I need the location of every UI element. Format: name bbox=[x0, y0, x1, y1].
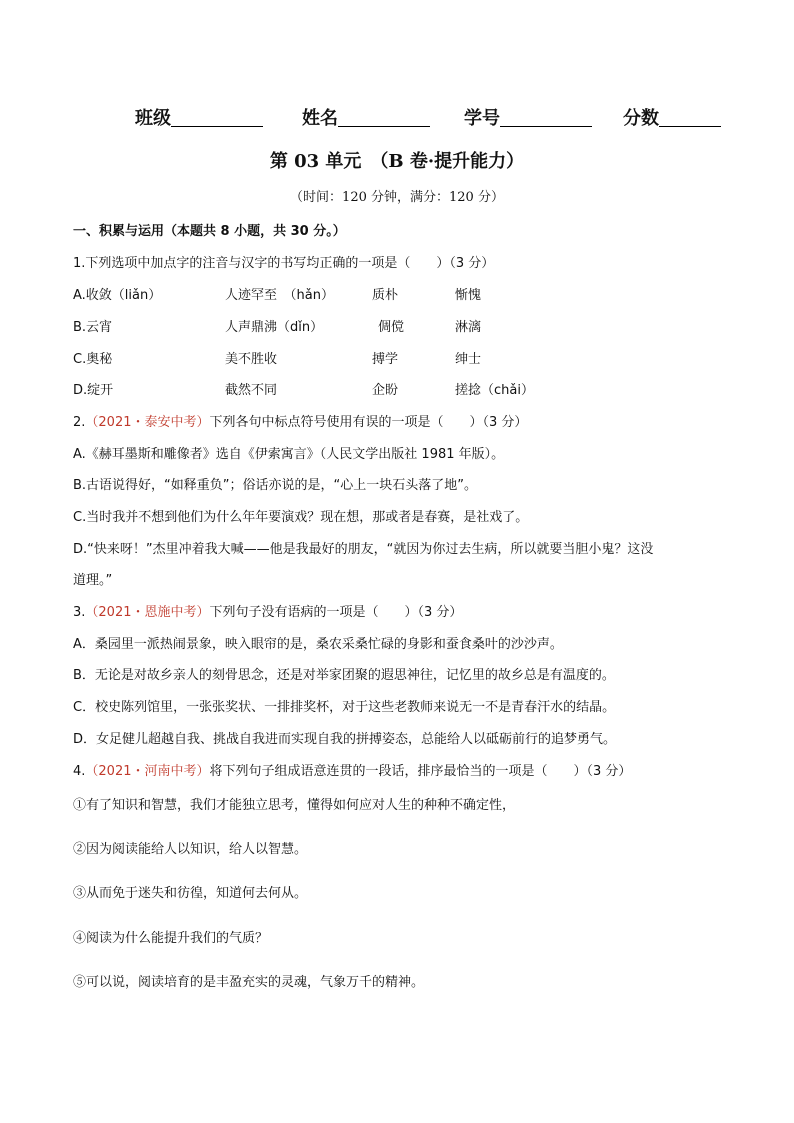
class-blank bbox=[171, 108, 263, 127]
question-3-number: 3. bbox=[73, 605, 86, 620]
q1-option-c-col1: C.奥秘 bbox=[73, 352, 113, 367]
q1-option-d-col1: D.绽开 bbox=[73, 383, 114, 398]
question-2-stem bbox=[73, 411, 527, 430]
question-2-source: （2021・泰安中考） bbox=[85, 415, 210, 430]
student-id-blank bbox=[500, 108, 592, 127]
q1-option-a-col4: 惭愧 bbox=[455, 288, 482, 303]
class-label: 班级 bbox=[135, 108, 171, 129]
name-label: 姓名 bbox=[302, 108, 338, 129]
question-2-text: 下列各句中标点符号使用有误的一项是（ ）（3 分） bbox=[209, 415, 528, 430]
question-3-source: （2021・恩施中考） bbox=[85, 605, 210, 620]
q3-option-d: D．女足健儿超越自我、挑战自我进而实现自我的拼搏姿态，总能给人以砥砺前行的追梦勇气。 bbox=[73, 732, 617, 747]
page-subtitle: （时间：120 分钟，满分：120 分） bbox=[290, 190, 504, 205]
q1-option-b-col4: 淋漓 bbox=[455, 320, 482, 335]
q1-option-a-col1: A.收敛（liǎn） bbox=[73, 288, 162, 303]
question-4-text: 将下列句子组成语意连贯的一段话，排序最恰当的一项是（ ）（3 分） bbox=[209, 764, 632, 779]
q4-sentence-1: ①有了知识和智慧，我们才能独立思考，懂得如何应对人生的种种不确定性， bbox=[73, 798, 516, 813]
score-label: 分数 bbox=[623, 108, 659, 129]
score-blank bbox=[659, 108, 721, 127]
question-3-stem bbox=[73, 601, 462, 620]
question-3-text: 下列句子没有语病的一项是（ ）（3 分） bbox=[209, 605, 463, 620]
q4-sentence-3: ③从而免于迷失和彷徨，知道何去何从。 bbox=[73, 886, 308, 901]
q3-option-b: B．无论是对故乡亲人的刻骨思念，还是对举家团聚的遐思神往，记忆里的故乡总是有温度的。 bbox=[73, 668, 615, 683]
page-title: 第 03 单元 （B 卷·提升能力） bbox=[269, 151, 525, 172]
q1-option-a-col2: 人迹罕至 （hǎn） bbox=[225, 288, 334, 303]
q4-sentence-4: ④阅读为什么能提升我们的气质？ bbox=[73, 931, 269, 946]
question-1-stem: 1.下列选项中加点字的注音与汉字的书写均正确的一项是（ ）（3 分） bbox=[73, 256, 495, 271]
q3-option-a: A．桑园里一派热闹景象，映入眼帘的是，桑农采桑忙碌的身影和蚕食桑叶的沙沙声。 bbox=[73, 637, 563, 652]
q1-option-b-col2: 人声鼎沸（dǐn） bbox=[225, 320, 324, 335]
q2-option-b: B.古语说得好，“如释重负”；俗话亦说的是，“心上一块石头落了地”。 bbox=[73, 478, 477, 493]
question-4-source: （2021・河南中考） bbox=[85, 764, 210, 779]
class-field bbox=[135, 104, 263, 130]
question-2-number: 2. bbox=[73, 415, 86, 430]
q1-option-d-col3: 企盼 bbox=[372, 383, 399, 398]
q3-option-c: C．校史陈列馆里，一张张奖状、一排排奖杯，对于这些老教师来说无一不是青春汗水的结晶。 bbox=[73, 700, 616, 715]
q1-option-a-col3: 质朴 bbox=[372, 288, 399, 303]
q1-option-c-col2: 美不胜收 bbox=[225, 352, 278, 367]
student-id-field bbox=[464, 104, 592, 130]
student-id-label: 学号 bbox=[464, 108, 500, 129]
q2-option-c: C.当时我并不想到他们为什么年年要演戏？现在想，那或者是春赛，是社戏了。 bbox=[73, 510, 529, 525]
q1-option-c-col4: 绅士 bbox=[455, 352, 482, 367]
question-4-number: 4. bbox=[73, 764, 86, 779]
section-heading: 一、积累与运用（本题共 8 小题，共 30 分。） bbox=[73, 224, 346, 239]
question-4-stem bbox=[73, 760, 631, 779]
q2-option-d-continued: 道理。” bbox=[73, 573, 113, 588]
name-blank bbox=[338, 108, 430, 127]
q1-option-d-col4: 搓捻（chǎi） bbox=[455, 383, 534, 398]
q1-option-b-col3: 倜傥 bbox=[378, 320, 405, 335]
q1-option-d-col2: 截然不同 bbox=[225, 383, 278, 398]
q1-option-b-col1: B.云宵 bbox=[73, 320, 113, 335]
q2-option-d: D.“快来呀！”杰里冲着我大喊——他是我最好的朋友，“就因为你过去生病，所以就要当胆小鬼？这没 bbox=[73, 542, 654, 557]
q4-sentence-2: ②因为阅读能给人以知识，给人以智慧。 bbox=[73, 842, 308, 857]
q2-option-a: A.《赫耳墨斯和雕像者》选自《伊索寓言》（人民文学出版社 1981 年版）。 bbox=[73, 447, 505, 462]
score-field bbox=[623, 104, 721, 130]
q4-sentence-5: ⑤可以说，阅读培育的是丰盈充实的灵魂，气象万千的精神。 bbox=[73, 975, 425, 990]
q1-option-c-col3: 搏学 bbox=[372, 352, 399, 367]
name-field bbox=[302, 104, 430, 130]
